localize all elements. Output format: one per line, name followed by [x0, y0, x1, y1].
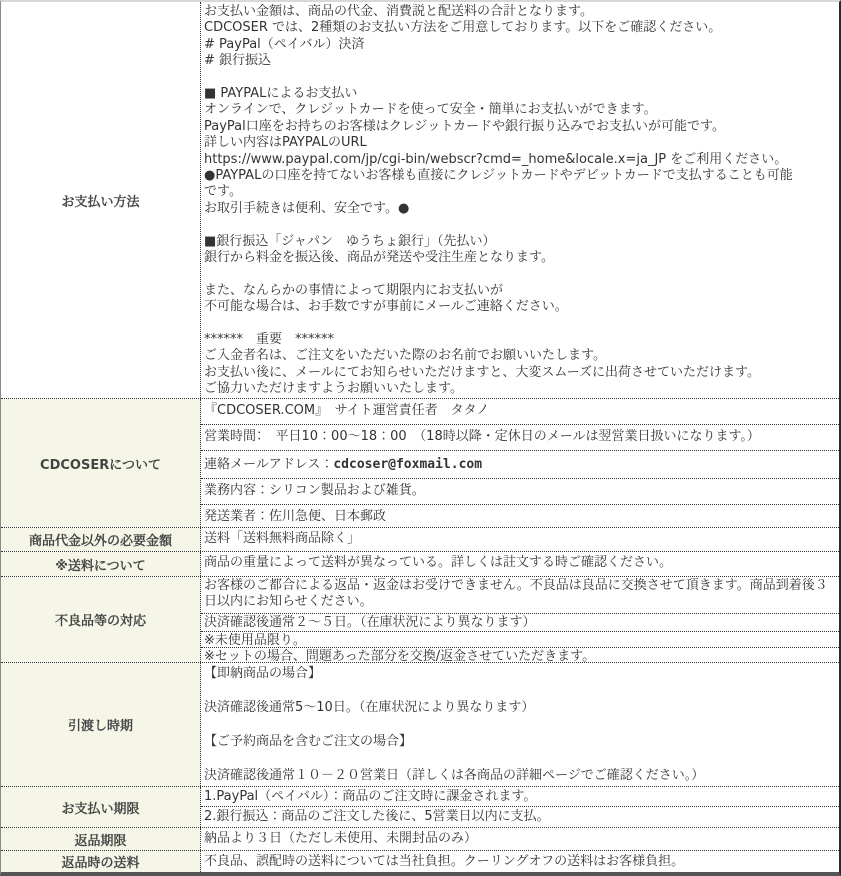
about-cdcoser-content [201, 399, 839, 527]
text-line: ※セットの場合、問題あった部分を交換/返金させていただきます。 [204, 649, 596, 662]
blank-line [204, 70, 836, 86]
text-line: 2.銀行振込：商品のご注文した後に、5営業日以内に支払。 [204, 809, 550, 824]
blank-line [204, 266, 836, 282]
row-extra-charges [1, 528, 839, 552]
row-payment-method [1, 2, 839, 399]
row-about-cdcoser [1, 399, 839, 528]
text-line: 【即納商品の場合】 [204, 666, 322, 681]
row-delivery-time [1, 663, 839, 787]
defective-items-content [201, 577, 839, 662]
return-shipping-content: 不良品、誤配時の送料については当社負担。クーリングオフの送料はお客様負担。 [204, 854, 685, 869]
text-line: # PayPal（ペイバル）決済 [204, 36, 365, 52]
about-shippers [201, 505, 839, 527]
row-label-about-cdcoser: CDCOSERについて [1, 399, 201, 527]
row-return-deadline [1, 828, 839, 851]
text-line: お取引手続きは便利、安全です。● [204, 200, 410, 216]
text-line: 不可能な場合は、お手数ですが事前にメールご連絡ください。 [204, 299, 568, 315]
text-line: お支払い金額は、商品の代金、消費説と配送料の合計となります。 [204, 4, 593, 19]
text-line: 決済確認後通常5～10日。（在庫状況により異なります） [204, 700, 535, 715]
row-defective-items [1, 577, 839, 663]
row-label-return-shipping: 返品時の送料 [1, 851, 201, 872]
row-shipping-fee [1, 552, 839, 577]
text-line: 詳しい内容はPAYPALのURL [204, 135, 367, 151]
text-line: ■銀行振込「ジャパン ゆうちょ銀行」（先払い） [204, 233, 496, 249]
text-line: PayPal口座をお持ちのお客様はクレジットカードや銀行振り込みでお支払いが可能です。 [204, 118, 725, 134]
text-line: ●PAYPALの口座を持てないお客様も直接にクレジットカードやデビットカードで支払することも可能 [204, 168, 793, 184]
text-line: 発送業者：佐川急便、日本郵政 [204, 509, 387, 524]
text-line: お支払い後に、メールにてお知らせいただけますと、大変スムーズに出荷させていただけます。 [204, 364, 761, 380]
blank-line [204, 682, 836, 699]
defective-note-unused [201, 632, 839, 648]
return-deadline-content: 納品より３日（ただし未使用、未開封品のみ） [204, 831, 478, 846]
text-line: ※未使用品限り。 [204, 633, 306, 648]
text-line: 【ご予約商品を含むご注文の場合】 [204, 734, 413, 749]
text-line: ■ PAYPALによるお支払い [204, 86, 358, 102]
row-label-return-deadline: 返品期限 [1, 828, 201, 850]
text-line: 営業時間： 平日10：00～18：00 （18時以降・定休日のメールは翌営業日扱いになります。） [204, 429, 760, 444]
text-line: ご入金者名は、ご注文をいただいた際のお名前でお願いいたします。 [204, 348, 606, 364]
important-note-header: ****** 重要 ****** [204, 332, 335, 348]
about-contact [201, 451, 839, 479]
shipping-fee-content: 商品の重量によって送料が異なっている。詳しくは註文する時ご確認ください。 [204, 555, 673, 570]
row-label-extra-charges: 商品代金以外の必要金額 [1, 528, 201, 551]
text-line: 決済確認後通常１０－２０営業日（詳しくは各商品の詳細ページでご確認ください。） [204, 768, 705, 783]
contact-email-text: cdcoser@foxmail.com [333, 457, 483, 472]
text-line: オンラインで、クレジットカードを使って安全・簡単にお支払いができます。 [204, 102, 657, 118]
deadline-bank-transfer [201, 807, 839, 827]
delivery-time-content [201, 663, 839, 786]
blank-line [204, 217, 836, 233]
about-business-hours [201, 425, 839, 451]
row-label-payment-method: お支払い方法 [1, 2, 201, 398]
text-line: 業務内容：シリコン製品および雑貨。 [204, 483, 425, 498]
blank-line [204, 750, 836, 767]
paypal-url-text: https://www.paypal.com/jp/cgi-bin/webscr?cmd=_home&locale.x=ja_JP をご利用ください。 [204, 151, 788, 167]
text-line: また、なんらかの事情によって期限内にお支払いが [204, 282, 504, 298]
text-line: 決済確認後通常２～５日。（在庫状況により異なります） [204, 615, 536, 630]
text-line: お客様のご都合による返品・返金はお受けできません。不良品は良品に交換させて頂きます。商品到着後３日以内にお知らせください。 [204, 578, 828, 609]
deadline-paypal [201, 787, 839, 807]
defective-note-set [201, 648, 839, 662]
row-label-shipping-fee: ※送料について [1, 552, 201, 576]
extra-charges-content: 送料「送料無料商品除く」 [204, 531, 361, 546]
text-line: CDCOSER では、2種類のお支払い方法をご用意しております。以下をご確認ください。 [204, 20, 722, 36]
blank-line [204, 716, 836, 733]
row-label-delivery-time: 引渡し時期 [1, 663, 201, 786]
text-line: # 銀行振込 [204, 53, 272, 69]
blank-line [204, 316, 836, 332]
text-line: 1.PayPal（ペイバル）：商品のご注文時に課金されます。 [204, 789, 537, 804]
row-payment-deadline [1, 787, 839, 828]
payment-method-content [201, 2, 839, 398]
text-line: です。 [204, 184, 242, 200]
about-site-manager [201, 399, 839, 425]
text-line: 『CDCOSER.COM』 サイト運営責任者 タタノ [204, 403, 490, 418]
text-line: ご協力いただけますようお願いいたします。 [204, 381, 463, 397]
text-line: 銀行から料金を振込後、商品が発送や受注生産となります。 [204, 250, 554, 266]
row-return-shipping [1, 851, 839, 872]
contact-label: 連絡メールアドレス： [204, 457, 334, 472]
defective-processing-time [201, 614, 839, 632]
defective-policy [201, 577, 839, 614]
row-label-defective-items: 不良品等の対応 [1, 577, 201, 662]
payment-deadline-content [201, 787, 839, 827]
row-label-payment-deadline: お支払い期限 [1, 787, 201, 827]
about-business-content [201, 479, 839, 505]
